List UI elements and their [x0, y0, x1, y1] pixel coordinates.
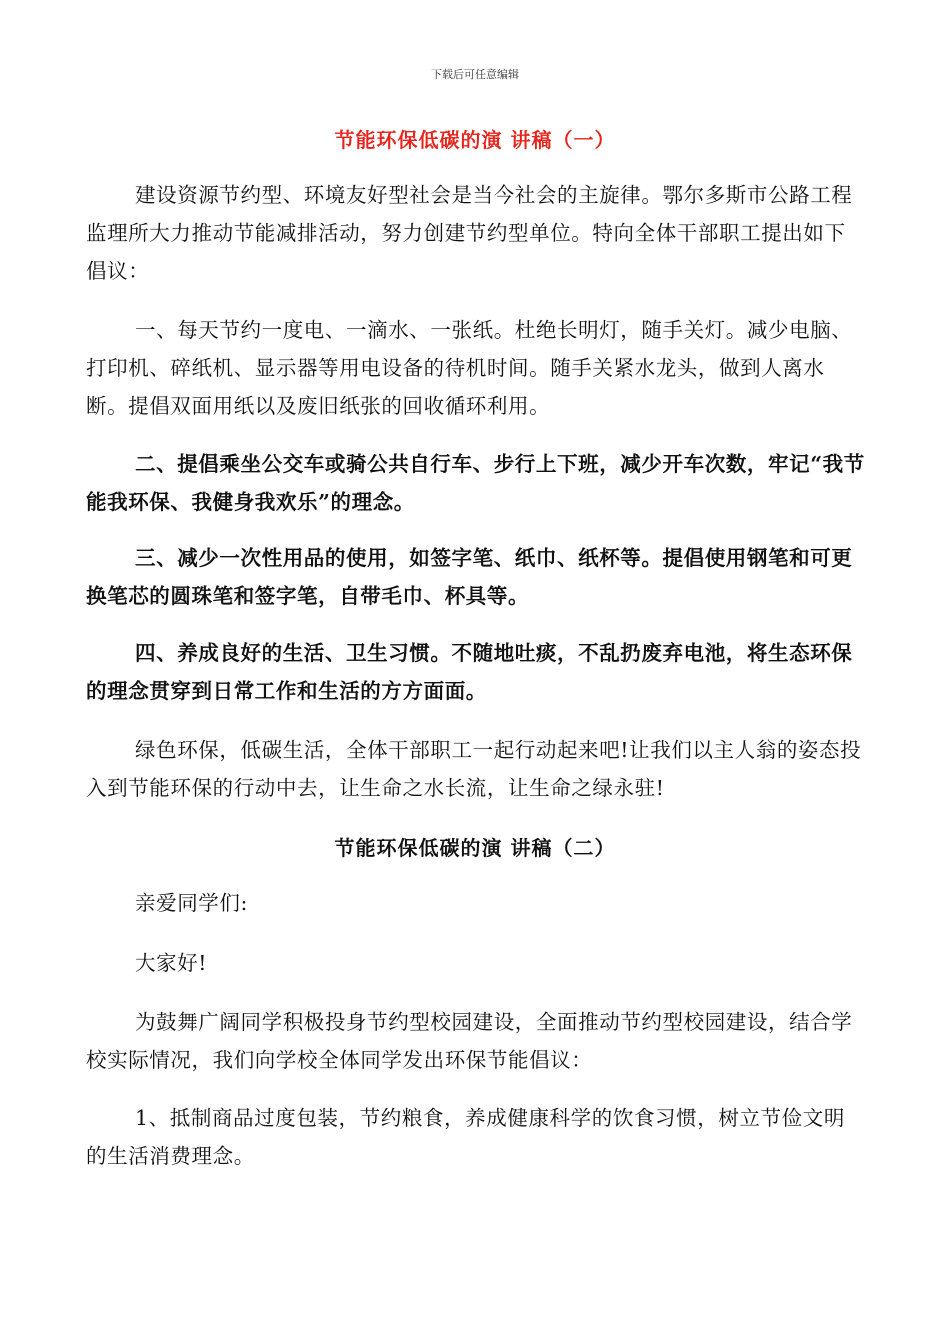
speech-1-intro-paragraph: 建设资源节约型、环境友好型社会是当今社会的主旋律。鄂尔多斯市公路工程监理所大力推动节能减排活动，努力创建节约型单位。特向全体干部职工提出如下倡议：	[86, 183, 853, 283]
speech-1-item-2-paragraph: 二、提倡乘坐公交车或骑公共自行车、步行上下班，减少开车次数，牢记“我节能我环保、我健身我欢乐”的理念。	[86, 452, 865, 514]
speech-2-greeting: 大家好!	[135, 951, 208, 975]
speech-1-item-3-paragraph: 三、减少一次性用品的使用，如签字笔、纸巾、纸杯等。提倡使用钢笔和可更换笔芯的圆珠笔和签字笔，自带毛巾、杯具等。	[86, 546, 853, 608]
speech-1-closing-paragraph: 绿色环保，低碳生活，全体干部职工一起行动起来吧!让我们以主人翁的姿态投入到节能环保的行动中去，让生命之水长流，让生命之绿永驻!	[86, 738, 862, 800]
header-note: 下载后可任意编辑	[431, 68, 519, 81]
speech-2-title: 节能环保低碳的演 讲稿（二）	[334, 836, 616, 860]
speech-1-title: 节能环保低碳的演 讲稿（一）	[334, 128, 616, 152]
speech-2-item-1-paragraph: 1、抵制商品过度包装，节约粮食，养成健康科学的饮食习惯，树立节俭文明的生活消费理念。	[86, 1106, 845, 1168]
speech-1-item-4-paragraph: 四、养成良好的生活、卫生习惯。不随地吐痰，不乱扔废弃电池，将生态环保的理念贯穿到日常工作和生活的方方面面。	[86, 641, 853, 703]
speech-2-salutation: 亲爱同学们:	[135, 891, 249, 915]
speech-2-intro-paragraph: 为鼓舞广阔同学积极投身节约型校园建设，全面推动节约型校园建设，结合学校实际情况，我们向学校全体同学发出环保节能倡议：	[86, 1010, 853, 1072]
speech-1-item-1-paragraph: 一、每天节约一度电、一滴水、一张纸。杜绝长明灯，随手关灯。减少电脑、打印机、碎纸机、显示器等用电设备的待机时间。随手关紧水龙头，做到人离水断。提倡双面用纸以及废旧纸张的回收循环利用。	[86, 318, 853, 418]
